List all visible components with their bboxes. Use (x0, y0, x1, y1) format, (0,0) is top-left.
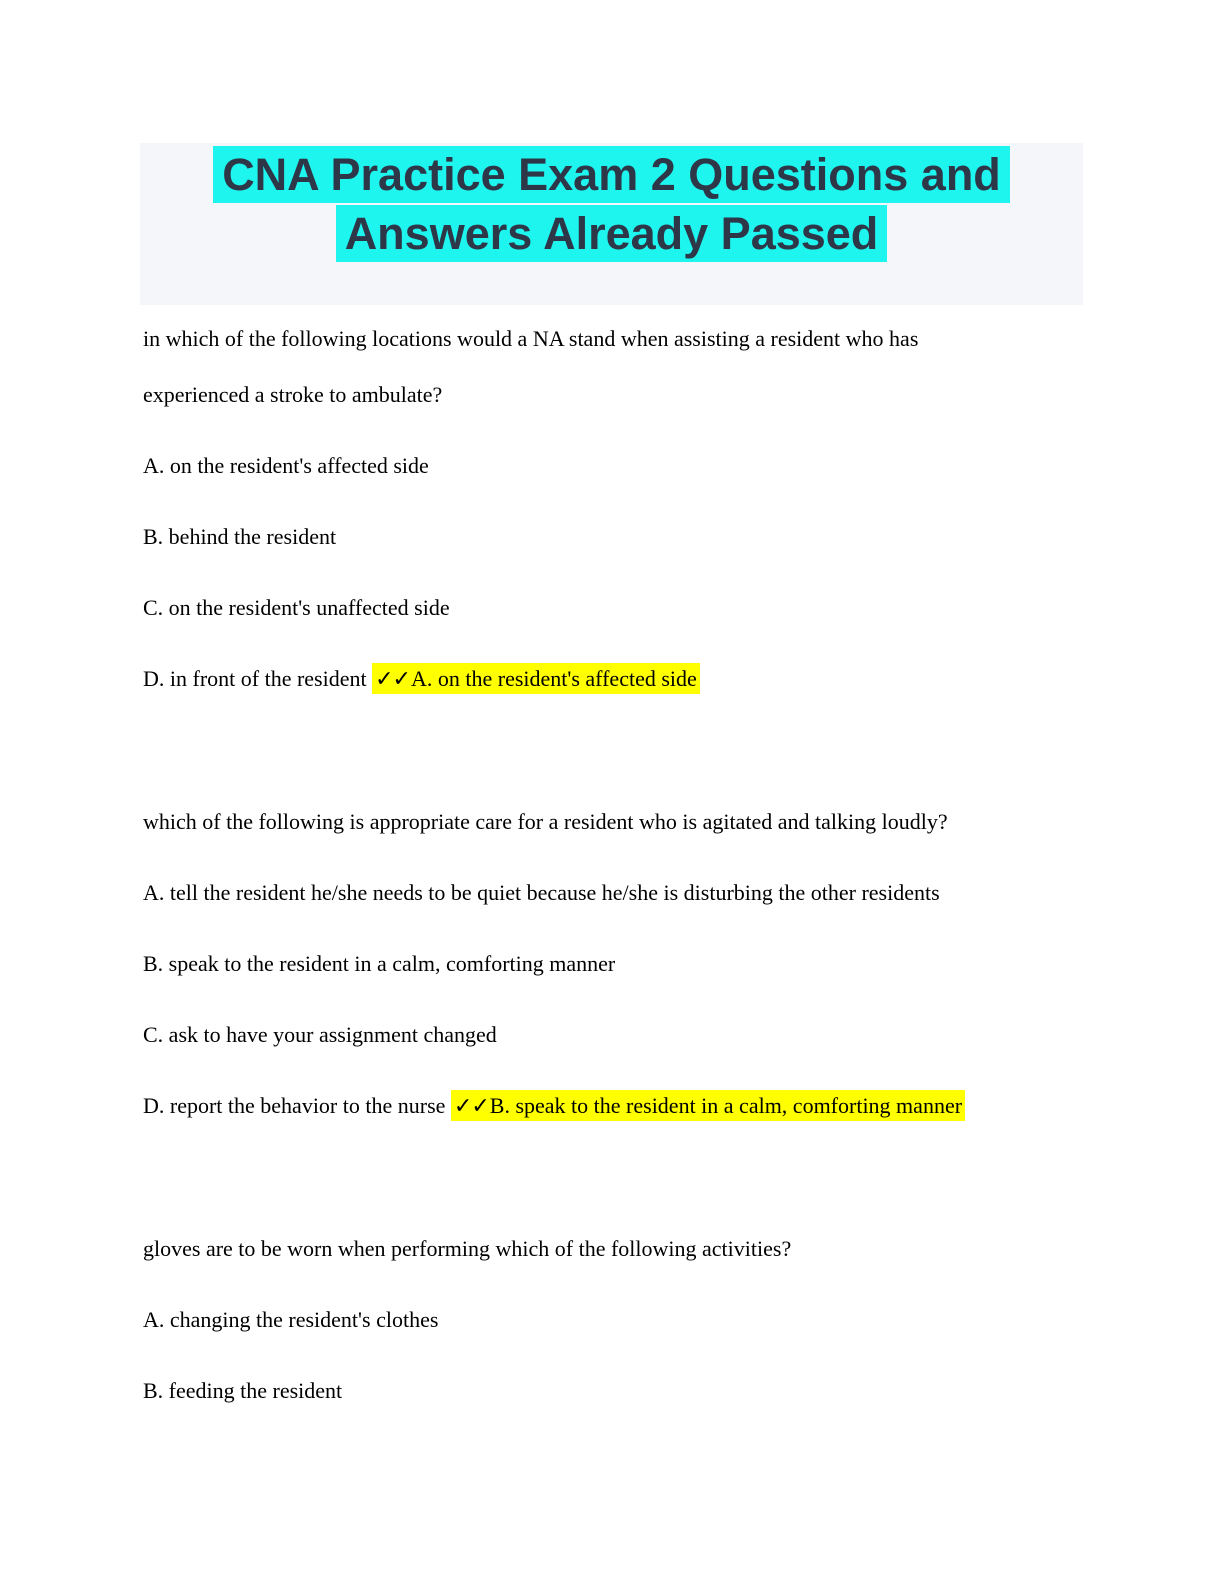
blank-line (143, 723, 1085, 779)
question-text: gloves are to be worn when performing which of the following activities? (143, 1236, 792, 1261)
option-line: B. speak to the resident in a calm, comforting manner (143, 951, 616, 976)
option-line: A. on the resident's affected side (143, 453, 429, 478)
answer-highlight (372, 663, 700, 694)
option-line: C. on the resident's unaffected side (143, 595, 450, 620)
option-line: D. in front of the resident ✓✓A. on the resident's affected side (143, 651, 1085, 708)
option-line: C. ask to have your assignment changed (143, 1022, 497, 1047)
question-block-3 (143, 1221, 1085, 1419)
answer-text: B. speak to the resident in a calm, comforting manner (489, 1093, 963, 1118)
page-title (140, 145, 1083, 263)
question-block-2 (143, 794, 1085, 1135)
double-checkmark-icon: ✓✓ (453, 1094, 489, 1119)
question-block-1 (143, 311, 1085, 708)
question-text: in which of the following locations would a NA stand when assisting a resident who has experienced a stroke to ambulate? (143, 326, 919, 407)
option-line: A. changing the resident's clothes (143, 1307, 439, 1332)
option-line: B. feeding the resident (143, 1378, 343, 1403)
option-line: D. report the behavior to the nurse ✓✓B. speak to the resident in a calm, comforting manner (143, 1078, 1085, 1135)
answer-highlight (451, 1090, 965, 1121)
double-checkmark-icon: ✓✓ (375, 667, 410, 692)
title-block (140, 143, 1083, 305)
document-body (143, 311, 1085, 1419)
title-line-2: Answers Already Passed (336, 205, 888, 262)
answer-text: A. on the resident's affected side (410, 666, 697, 691)
blank-line (143, 1150, 1085, 1206)
question-text: which of the following is appropriate care for a resident who is agitated and talking loudly? (143, 809, 948, 834)
title-line-1: CNA Practice Exam 2 Questions and (213, 146, 1010, 203)
option-line: A. tell the resident he/she needs to be quiet because he/she is disturbing the other residents (143, 880, 940, 905)
option-line: B. behind the resident (143, 524, 337, 549)
